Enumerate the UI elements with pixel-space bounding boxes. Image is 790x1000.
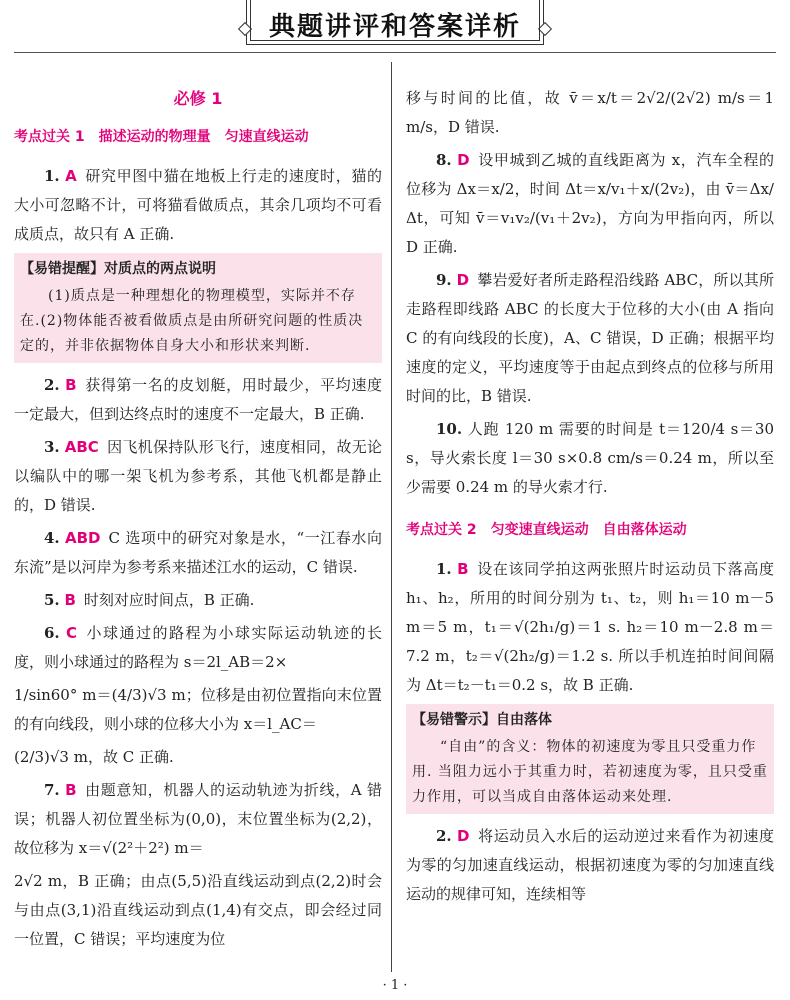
item-text: 时刻对应时间点，B 正确. xyxy=(83,591,255,609)
answer-item xyxy=(14,371,382,429)
tip-title: 【易错提醒】对质点的两点说明 xyxy=(20,261,216,277)
item-number: 4. xyxy=(44,529,60,547)
item-answer: D xyxy=(457,827,470,845)
answer-item xyxy=(14,433,382,520)
item-number: 1. xyxy=(44,167,60,185)
answer-continuation: 移与时间的比值，故 v̄＝x/t＝2√2/(2√2) m/s＝1 m/s，D 错误. xyxy=(406,89,774,136)
item-number: 1. xyxy=(436,560,452,578)
item-answer: D xyxy=(456,271,470,289)
answer-item xyxy=(14,524,382,582)
item-number: 3. xyxy=(44,438,60,456)
item-text: 人跑 120 m 需要的时间是 t＝120/4 s＝30 s，导火索长度 l＝30 s×0.8 cm/s＝0.24 m，所以至少需要 0.24 m 的导火索才行. xyxy=(406,420,774,496)
answer-item xyxy=(14,586,382,615)
item-text: 设在该同学拍这两张照片时运动员下落高度 h₁、h₂，所用的时间分别为 t₁、t₂，则 h₁＝10 m－5 m＝5 m，t₁＝√(2h₁/g)＝1 s. h₂＝10 m－2.8 m＝7.2 m，t₂＝√(2h₂/g)＝1.2 s. 所以手机连拍时间间隔为 Δt＝t₂－t₁＝0.2 s，故 B 正确. xyxy=(406,560,774,694)
item-answer: A xyxy=(65,167,77,185)
item-text: 将运动员入水后的运动逆过来看作为初速度为零的匀加速直线运动，根据初速度为零的匀加速直线运动的规律可知，连续相等 xyxy=(406,827,774,903)
item-text: 研究甲图中猫在地板上行走的速度时，猫的大小可忽略不计，可将猫看做质点，其余几项均不可看成质点，故只有 A 正确. xyxy=(14,167,382,243)
answer-item xyxy=(14,619,382,677)
item-answer: B xyxy=(64,591,76,609)
answer-item xyxy=(14,162,382,249)
item-number: 8. xyxy=(436,151,452,169)
tip-body: “自由”的含义：物体的初速度为零且只受重力作用. 当阻力远小于其重力时，若初速度为零，且只受重力作用，可以当成自由落体运动来处理. xyxy=(412,739,768,805)
item-text: 小球通过的路程为小球实际运动轨迹的长度，则小球通过的路程为 s＝2l_AB＝2× xyxy=(14,624,382,671)
tip-body: (1)质点是一种理想化的物理模型，实际并不存在.(2)物体能否被看做质点是由所研究问题的性质决定的，并非依据物体自身大小和形状来判断. xyxy=(20,288,364,354)
item-text: 因飞机保持队形飞行，速度相同，故无论以编队中的哪一架飞机为参考系，其他飞机都是静止的，D 错误. xyxy=(14,438,382,514)
right-column xyxy=(406,62,774,913)
page-title: 典题讲评和答案详析 xyxy=(268,12,521,42)
answer-item xyxy=(14,776,382,863)
header-frame xyxy=(246,0,544,45)
item-answer: C xyxy=(65,624,77,642)
item-answer: B xyxy=(65,376,77,394)
left-column xyxy=(14,62,382,958)
item-number: 5. xyxy=(44,591,60,609)
item-number: 6. xyxy=(44,624,60,642)
item-text: C 选项中的研究对象是水，“一江春水向东流”是以河岸为参考系来描述江水的运动，C 错误. xyxy=(14,529,382,576)
tip-box xyxy=(14,253,382,363)
answer-item xyxy=(406,555,774,700)
item-text: 获得第一名的皮划艇，用时最少，平均速度一定最大，但到达终点时的速度不一定最大，B 正确. xyxy=(14,376,382,423)
item-number: 9. xyxy=(436,271,452,289)
item-answer: B xyxy=(65,781,77,799)
answer-continuation: 2√2 m，B 正确；由点(5,5)沿直线运动到点(2,2)时会与由点(3,1)沿直线运动到点(1,4)有交点，即会经过同一位置，C 错误；平均速度为位 xyxy=(14,872,382,948)
answer-item xyxy=(406,266,774,411)
module-title: 必修 1 xyxy=(173,89,223,108)
section-title: 考点过关 1 描述运动的物理量 匀速直线运动 xyxy=(14,129,309,145)
tip-box xyxy=(406,704,774,814)
item-number: 10. xyxy=(436,420,463,438)
page-number: · 1 · xyxy=(382,978,408,993)
answer-continuation: 1/sin60° m＝(4/3)√3 m；位移是由初位置指向末位置的有向线段，则小球的位移大小为 x＝l_AC＝ xyxy=(14,686,382,733)
item-answer: D xyxy=(457,151,470,169)
answer-continuation: (2/3)√3 m，故 C 正确. xyxy=(14,748,174,766)
answer-item xyxy=(406,146,774,262)
item-number: 2. xyxy=(436,827,452,845)
header-rule xyxy=(14,52,776,53)
item-answer: ABD xyxy=(65,529,101,547)
item-number: 2. xyxy=(44,376,60,394)
tip-title: 【易错警示】自由落体 xyxy=(412,712,552,728)
column-divider xyxy=(391,62,392,972)
item-answer: B xyxy=(457,560,469,578)
item-text: 由题意知，机器人的运动轨迹为折线，A 错误；机器人初位置坐标为(0,0)，末位置坐标为(2,2)，故位移为 x＝√(2²＋2²) m＝ xyxy=(14,781,382,857)
item-answer: ABC xyxy=(64,438,99,456)
header-ornament-left xyxy=(238,22,252,36)
answer-item xyxy=(406,822,774,909)
item-text: 攀岩爱好者所走路程沿线路 ABC，所以其所走路程即线路 ABC 的长度大于位移的大小(由 A 指向 C 的有向线段的长度)，A、C 错误，D 正确；根据平均速度的定义，平均速度等于由起点到终点的位移与所用时间的比，B 错误. xyxy=(406,271,774,405)
section-title: 考点过关 2 匀变速直线运动 自由落体运动 xyxy=(406,522,687,538)
item-text: 设甲城到乙城的直线距离为 x，汽车全程的位移为 Δx＝x/2，时间 Δt＝x/v₁＋x/(2v₂)，由 v̄＝Δx/Δt，可知 v̄＝v₁v₂/(v₁＋2v₂)，方向为甲指向丙，所以 D 正确. xyxy=(406,151,774,256)
item-number: 7. xyxy=(44,781,60,799)
answer-item xyxy=(406,415,774,502)
